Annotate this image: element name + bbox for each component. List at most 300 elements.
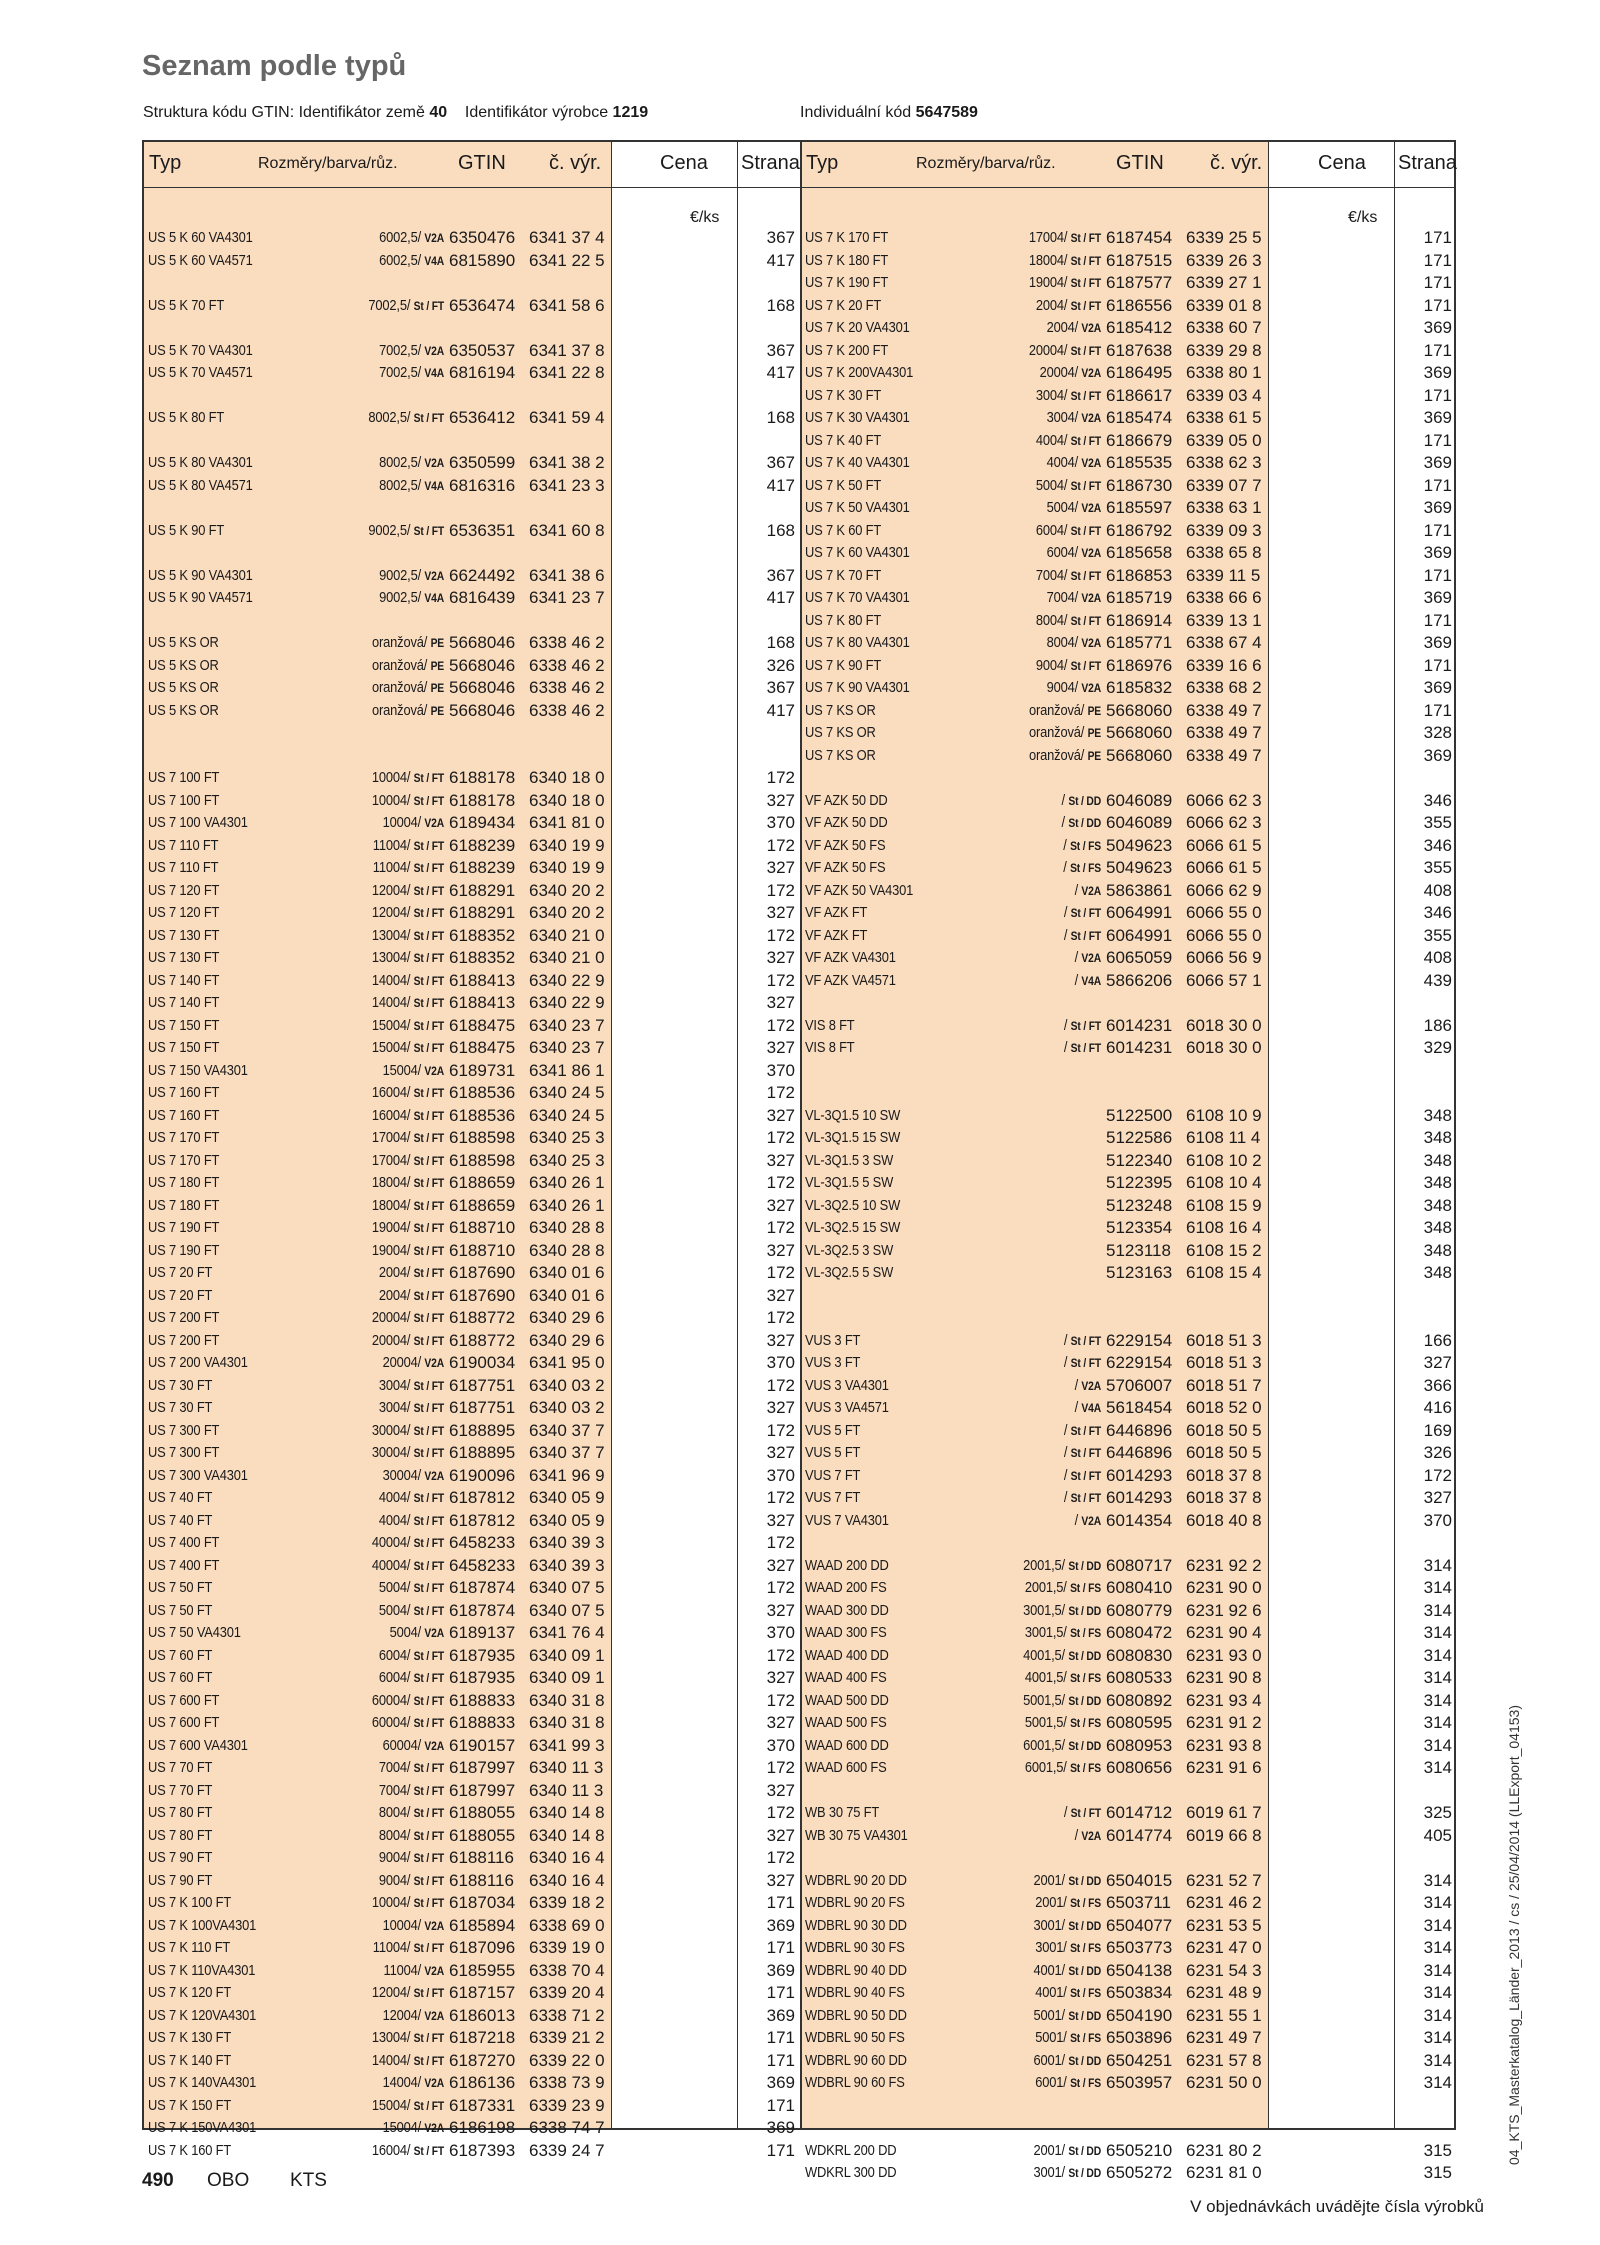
product-type: US 7 200 FT	[148, 1331, 220, 1349]
material-code: V2A	[1081, 681, 1101, 695]
page-ref: 326	[1423, 1443, 1452, 1462]
dimension-value: 8004/	[1046, 634, 1082, 651]
article-number: 6338 61 5	[1186, 408, 1262, 427]
gtin-code: 6188710	[449, 1240, 516, 1260]
product-type: US 7 150 VA4301	[148, 1061, 248, 1079]
article-number: 6339 29 8	[1186, 340, 1262, 360]
gtin-code: 6504077	[1106, 1915, 1173, 1935]
page-ref: 370	[766, 1060, 795, 1080]
material-code: St / FS	[1070, 1716, 1101, 1730]
product-type: US 7 110 FT	[148, 836, 219, 854]
gtin-code: 6187935	[449, 1668, 516, 1687]
gtin-code: 6014774	[1106, 1825, 1173, 1845]
dimension-value: 4001/	[1033, 1961, 1069, 1979]
article-number: 6066 62 3	[1186, 790, 1262, 810]
page-ref: 417	[766, 700, 795, 720]
material-code: St / FS	[1070, 1761, 1101, 1775]
product-dimension	[272, 1128, 444, 1148]
gtin-code: 6080953	[1106, 1735, 1173, 1755]
page-ref: 327	[766, 903, 795, 922]
material-code: St / FS	[1070, 2031, 1101, 2045]
material-code: St / DD	[1068, 1648, 1101, 1663]
gtin-code: 6816194	[449, 363, 516, 382]
article-number: 6231 46 2	[1186, 1893, 1262, 1912]
gtin-code: 6188239	[449, 858, 516, 877]
product-dimension	[929, 633, 1101, 653]
currency-label: €/ks	[690, 209, 720, 226]
gtin-code: 6065059	[1106, 948, 1173, 967]
material-code: St / FT	[413, 523, 444, 538]
page-ref: 327	[766, 1240, 795, 1260]
header-dim: Rozměry/barva/růz.	[258, 155, 398, 172]
dimension-value: 3004/	[1035, 386, 1071, 404]
gtin-code: 6187935	[449, 1645, 516, 1665]
product-type: WDBRL 90 40 DD	[805, 1961, 907, 1979]
product-dimension	[272, 1848, 444, 1868]
material-code: PE	[1087, 726, 1101, 740]
product-type: VL-3Q2.5 15 SW	[805, 1219, 901, 1236]
brand-name: OBO	[207, 2170, 250, 2191]
gtin-code: 6536474	[449, 295, 516, 315]
dimension-value: 6002,5/	[379, 251, 425, 269]
page-ref: 172	[766, 1488, 795, 1507]
dimension-value: 8004/	[1035, 611, 1071, 629]
article-number: 6340 24 5	[529, 1105, 605, 1125]
page-ref: 369	[766, 2118, 795, 2137]
dimension-value: 10004/	[371, 769, 414, 786]
material-code: St / DD	[1068, 1963, 1101, 1978]
product-dimension	[272, 1556, 444, 1576]
article-number: 6340 29 6	[529, 1308, 605, 1327]
article-number: 6340 23 7	[529, 1015, 605, 1035]
product-type: US 7 400 FT	[148, 1534, 220, 1551]
product-dimension	[272, 1736, 444, 1756]
product-dimension	[272, 566, 444, 586]
page-ref: 172	[766, 1308, 795, 1327]
material-code: St / FT	[413, 838, 444, 853]
gtin-code: 6187874	[449, 1600, 516, 1620]
article-number: 6341 59 4	[529, 408, 605, 427]
dimension-value: 3001,5/	[1023, 1601, 1069, 1619]
article-number: 6338 68 2	[1186, 678, 1262, 697]
material-code: V2A	[424, 231, 444, 245]
gtin-code: 6190096	[449, 1465, 516, 1485]
article-number: 6231 49 7	[1186, 2028, 1262, 2047]
product-dimension	[929, 1398, 1101, 1418]
page-ref: 315	[1423, 2140, 1452, 2160]
page-ref: 171	[1423, 250, 1452, 270]
product-type: US 5 K 60 VA4301	[148, 229, 253, 246]
page-ref: 327	[1423, 1353, 1452, 1372]
gtin-code: 6229154	[1106, 1330, 1173, 1350]
gtin-code: 6188291	[449, 880, 516, 900]
page-ref: 315	[1423, 2163, 1452, 2182]
page-ref: 369	[1423, 408, 1452, 427]
gtin-code: 6188710	[449, 1218, 516, 1237]
page-ref: 314	[1423, 1983, 1452, 2002]
product-type: VL-3Q2.5 3 SW	[805, 1241, 894, 1259]
gtin-code: 5668046	[449, 633, 516, 652]
dimension-value: 14004/	[371, 2051, 414, 2069]
gtin-code: 6816439	[449, 588, 516, 607]
dimension-value: /	[1063, 1016, 1071, 1034]
product-type: US 7 130 FT	[148, 926, 220, 944]
product-dimension	[272, 791, 444, 811]
gtin-code: 6187577	[1106, 273, 1173, 292]
header-cena: Cena	[660, 152, 708, 174]
product-type: US 7 20 FT	[148, 1286, 213, 1304]
dimension-value: /	[1074, 949, 1082, 966]
product-dimension	[272, 1466, 444, 1486]
product-type: US 7 K 170 FT	[805, 229, 889, 246]
gtin-code: 5123354	[1106, 1218, 1173, 1237]
product-type: US 7 120 FT	[148, 904, 220, 921]
product-type: US 7 K 70 FT	[805, 566, 882, 584]
product-dimension	[929, 318, 1101, 338]
page-ref: 348	[1423, 1150, 1452, 1170]
product-dimension	[272, 228, 444, 248]
page-ref: 417	[766, 588, 795, 607]
product-type: VUS 3 FT	[805, 1331, 861, 1349]
dimension-value: 5001,5/	[1024, 1714, 1071, 1731]
article-number: 6231 80 2	[1186, 2140, 1262, 2160]
dimension-value: 8002,5/	[379, 454, 425, 471]
dimension-value: 5001,5/	[1023, 1691, 1069, 1709]
material-code: St / FT	[413, 1243, 444, 1258]
material-code: V2A	[424, 816, 444, 830]
product-type: VUS 7 FT	[805, 1489, 861, 1506]
product-type: US 5 KS OR	[148, 656, 219, 674]
product-type: US 7 20 FT	[148, 1264, 213, 1281]
material-code: St / DD	[1068, 2143, 1101, 2158]
product-dimension	[929, 791, 1101, 811]
dimension-value: /	[1063, 1039, 1071, 1056]
page-ref: 171	[766, 2140, 795, 2160]
article-number: 6066 61 5	[1186, 835, 1262, 855]
page-ref: 168	[766, 408, 795, 427]
product-type: VL-3Q2.5 10 SW	[805, 1196, 901, 1214]
dimension-value: 2001,5/	[1024, 1579, 1071, 1596]
product-dimension	[272, 1398, 444, 1418]
product-dimension	[272, 588, 444, 608]
product-type: US 5 K 90 VA4571	[148, 589, 253, 606]
page-ref: 172	[766, 1128, 795, 1147]
article-number: 6339 19 0	[529, 1938, 605, 1957]
dimension-value: oranžová/	[372, 656, 431, 674]
product-type: US 7 60 FT	[148, 1669, 213, 1686]
product-dimension	[272, 363, 444, 383]
page-ref: 171	[766, 2050, 795, 2070]
product-type: US 7 K 40 FT	[805, 431, 882, 449]
product-dimension	[272, 1376, 444, 1396]
material-code: St / FS	[1070, 2076, 1101, 2090]
product-dimension	[272, 633, 444, 653]
product-type: WAAD 300 DD	[805, 1601, 889, 1619]
dimension-value: /	[1074, 1399, 1082, 1416]
article-number: 6066 55 0	[1186, 903, 1262, 922]
page-ref: 168	[766, 295, 795, 315]
product-type: US 7 30 FT	[148, 1399, 213, 1416]
page-ref: 369	[1423, 633, 1452, 652]
gtin-code: 6188055	[449, 1803, 516, 1822]
product-dimension	[929, 1038, 1101, 1058]
dimension-value: 20004/	[1028, 341, 1071, 359]
product-dimension	[272, 881, 444, 901]
gtin-code: 6446896	[1106, 1443, 1173, 1462]
article-number: 6066 55 0	[1186, 925, 1262, 945]
page-ref: 186	[1423, 1015, 1452, 1035]
gtin-code: 6080410	[1106, 1578, 1173, 1597]
product-dimension	[272, 1488, 444, 1508]
product-type: WDBRL 90 20 FS	[805, 1894, 905, 1911]
page-ref: 327	[766, 790, 795, 810]
gtin-code: 6189137	[449, 1623, 516, 1642]
material-code: V2A	[1081, 1828, 1101, 1843]
article-number: 6340 05 9	[529, 1510, 605, 1530]
page-ref: 314	[1423, 1938, 1452, 1957]
product-dimension	[272, 903, 444, 923]
article-number: 6340 16 4	[529, 1848, 605, 1867]
product-type: US 7 300 FT	[148, 1444, 220, 1461]
product-dimension	[272, 408, 444, 428]
dimension-value: 7002,5/	[368, 296, 414, 314]
product-type: US 7 K 20 VA4301	[805, 319, 910, 336]
page-ref: 172	[766, 1758, 795, 1777]
article-number: 6340 07 5	[529, 1600, 605, 1620]
article-number: 6340 21 0	[529, 925, 605, 945]
dimension-value: 17004/	[371, 1151, 414, 1169]
product-dimension	[929, 1623, 1101, 1643]
page-ref: 369	[766, 2073, 795, 2092]
page-ref: 327	[766, 1330, 795, 1350]
material-code: St / FT	[413, 771, 444, 785]
page-number: 490	[142, 2170, 174, 2191]
gtin-code: 5049623	[1106, 835, 1173, 855]
material-code: St / FT	[1070, 1468, 1101, 1483]
product-type: US 7 K 120 FT	[148, 1984, 232, 2001]
page-ref: 314	[1423, 1668, 1452, 1687]
product-type: VUS 7 VA4301	[805, 1511, 889, 1529]
gtin-code: 5049623	[1106, 858, 1173, 877]
product-type: US 7 140 FT	[148, 994, 220, 1011]
product-dimension	[272, 1151, 444, 1171]
dimension-value: 4001,5/	[1024, 1669, 1071, 1686]
page-ref: 367	[766, 228, 795, 247]
product-dimension	[272, 971, 444, 991]
gtin-code: 6187157	[449, 1983, 516, 2002]
page-ref: 348	[1423, 1105, 1452, 1125]
article-number: 6066 61 5	[1186, 858, 1262, 877]
article-number: 6340 39 3	[529, 1533, 605, 1552]
article-number: 6339 07 7	[1186, 475, 1262, 495]
article-number: 6340 07 5	[529, 1578, 605, 1597]
material-code: St / FT	[413, 928, 444, 943]
product-type: VUS 5 FT	[805, 1444, 861, 1461]
dimension-value: 40004/	[371, 1534, 414, 1551]
material-code: St / FT	[1070, 928, 1101, 943]
dimension-value: 16004/	[371, 1106, 414, 1124]
page-ref: 369	[1423, 453, 1452, 472]
article-number: 6231 57 8	[1186, 2050, 1262, 2070]
material-code: St / DD	[1068, 1603, 1101, 1618]
product-dimension	[929, 1983, 1101, 2003]
gtin-code: 6816316	[449, 475, 516, 495]
material-code: V2A	[424, 343, 444, 358]
page-ref: 172	[766, 1690, 795, 1710]
material-code: V4A	[424, 253, 444, 268]
material-code: PE	[1087, 703, 1101, 718]
material-code: St / FT	[413, 1648, 444, 1663]
page-ref: 346	[1423, 903, 1452, 922]
gtin-code: 6188178	[449, 768, 516, 787]
page-ref: 327	[766, 993, 795, 1012]
product-dimension	[929, 1713, 1101, 1733]
product-type: US 7 140 FT	[148, 971, 220, 989]
gtin-code: 6014231	[1106, 1015, 1173, 1035]
article-number: 6018 37 8	[1186, 1465, 1262, 1485]
dimension-value: 9004/	[378, 1849, 414, 1866]
gtin-code: 5618454	[1106, 1398, 1173, 1417]
product-type: VF AZK 50 DD	[805, 814, 888, 831]
dimension-value: 20004/	[371, 1331, 414, 1349]
material-code: V2A	[1081, 321, 1101, 335]
product-dimension	[929, 948, 1101, 968]
gtin-code: 6186617	[1106, 385, 1173, 405]
product-type: US 7 K 150VA4301	[148, 2119, 257, 2136]
product-dimension	[272, 1421, 444, 1441]
product-type: US 7 K 80 FT	[805, 611, 882, 629]
page-ref: 367	[766, 565, 795, 585]
material-code: St / FT	[413, 1041, 444, 1055]
gtin-code: 6188352	[449, 948, 516, 967]
gtin-code: 6080533	[1106, 1668, 1173, 1687]
material-code: St / DD	[1068, 2166, 1101, 2180]
gtin-code: 6064991	[1106, 925, 1173, 945]
product-dimension	[272, 1758, 444, 1778]
material-code: St / FT	[1070, 1423, 1101, 1438]
gtin-code: 6186556	[1106, 295, 1173, 315]
product-type: US 7 150 FT	[148, 1039, 220, 1056]
product-type: VUS 3 VA4301	[805, 1376, 889, 1394]
page-ref: 172	[766, 835, 795, 855]
article-number: 6018 50 5	[1186, 1420, 1262, 1440]
product-type: US 7 K 160 FT	[148, 2141, 232, 2159]
dimension-value: 5004/	[378, 1579, 414, 1596]
product-dimension	[272, 768, 444, 788]
gtin-code: 6185771	[1106, 633, 1173, 652]
page-ref: 370	[1423, 1510, 1452, 1530]
article-number: 6019 66 8	[1186, 1825, 1262, 1845]
dimension-value: 40004/	[371, 1556, 414, 1574]
gtin-code: 5123248	[1106, 1195, 1173, 1215]
article-number: 6231 53 5	[1186, 1915, 1262, 1935]
page-ref: 171	[1423, 430, 1452, 450]
product-dimension	[929, 1421, 1101, 1441]
article-number: 6340 14 8	[529, 1825, 605, 1845]
article-number: 6231 90 0	[1186, 1578, 1262, 1597]
product-dimension	[272, 1331, 444, 1351]
dimension-value: 12004/	[371, 881, 414, 899]
dimension-value: 18004/	[371, 1196, 414, 1214]
material-code: St / FT	[413, 996, 444, 1010]
product-dimension	[929, 2028, 1101, 2048]
material-code: St / FT	[413, 1198, 444, 1213]
gtin-code: 6504138	[1106, 1960, 1173, 1980]
page-ref: 327	[766, 948, 795, 967]
gtin-code: 6536412	[449, 408, 516, 427]
material-code: V2A	[424, 2008, 444, 2023]
dimension-value: 6004/	[1046, 544, 1082, 561]
dimension-value: 19004/	[371, 1219, 414, 1236]
product-dimension	[929, 2141, 1101, 2161]
product-dimension	[929, 678, 1101, 698]
gtin-code: 6080472	[1106, 1623, 1173, 1642]
dimension-value: 11004/	[372, 836, 414, 854]
material-code: St / FT	[413, 1446, 444, 1460]
product-dimension	[929, 1826, 1101, 1846]
product-type: VL-3Q1.5 3 SW	[805, 1151, 894, 1169]
gtin-code: 6188833	[449, 1690, 516, 1710]
product-dimension	[272, 1803, 444, 1823]
gtin-code: 6187638	[1106, 340, 1173, 360]
dimension-value: 9004/	[378, 1871, 414, 1889]
gtin-code: 6187034	[449, 1893, 516, 1912]
page-ref: 408	[1423, 948, 1452, 967]
gtin-code: 6046089	[1106, 790, 1173, 810]
gtin-code: 6014293	[1106, 1465, 1173, 1485]
article-number: 6340 24 5	[529, 1083, 605, 1102]
material-code: St / FT	[413, 951, 444, 965]
page-ref: 367	[766, 340, 795, 360]
material-code: V2A	[1081, 411, 1101, 425]
page-ref: 327	[766, 1600, 795, 1620]
material-code: V2A	[1081, 546, 1101, 560]
gtin-code: 6014293	[1106, 1488, 1173, 1507]
material-code: St / DD	[1068, 2053, 1101, 2068]
col-divider	[1268, 142, 1269, 2128]
product-dimension	[272, 1353, 444, 1373]
material-code: PE	[1087, 748, 1101, 763]
material-code: St / FT	[413, 883, 444, 898]
product-dimension	[929, 386, 1101, 406]
article-number: 6018 30 0	[1186, 1015, 1262, 1035]
gtin-code: 6185597	[1106, 498, 1173, 517]
article-number: 6340 28 8	[529, 1218, 605, 1237]
dimension-value: /	[1061, 791, 1069, 809]
gtin-code: 6188055	[449, 1825, 516, 1845]
page-ref: 348	[1423, 1173, 1452, 1192]
article-number: 6338 46 2	[529, 655, 605, 675]
article-number: 6341 23 3	[529, 475, 605, 495]
page-ref: 417	[766, 475, 795, 495]
article-number: 6108 10 2	[1186, 1150, 1262, 1170]
gtin-code: 6014712	[1106, 1803, 1173, 1822]
dimension-value: 10004/	[371, 791, 414, 809]
article-number: 6339 23 9	[529, 2095, 605, 2115]
gtin-structure-line	[143, 104, 978, 122]
article-number: 6231 48 9	[1186, 1983, 1262, 2002]
product-type: US 7 600 FT	[148, 1714, 220, 1731]
product-type: WAAD 600 DD	[805, 1736, 889, 1754]
article-number: 6018 40 8	[1186, 1510, 1262, 1530]
gtin-code: 6188833	[449, 1713, 516, 1732]
product-dimension	[272, 2051, 444, 2071]
page-ref: 314	[1423, 1915, 1452, 1935]
product-dimension	[929, 1668, 1101, 1688]
article-number: 6338 71 2	[529, 2005, 605, 2025]
product-dimension	[929, 611, 1101, 631]
material-code: St / FT	[1070, 1446, 1101, 1460]
